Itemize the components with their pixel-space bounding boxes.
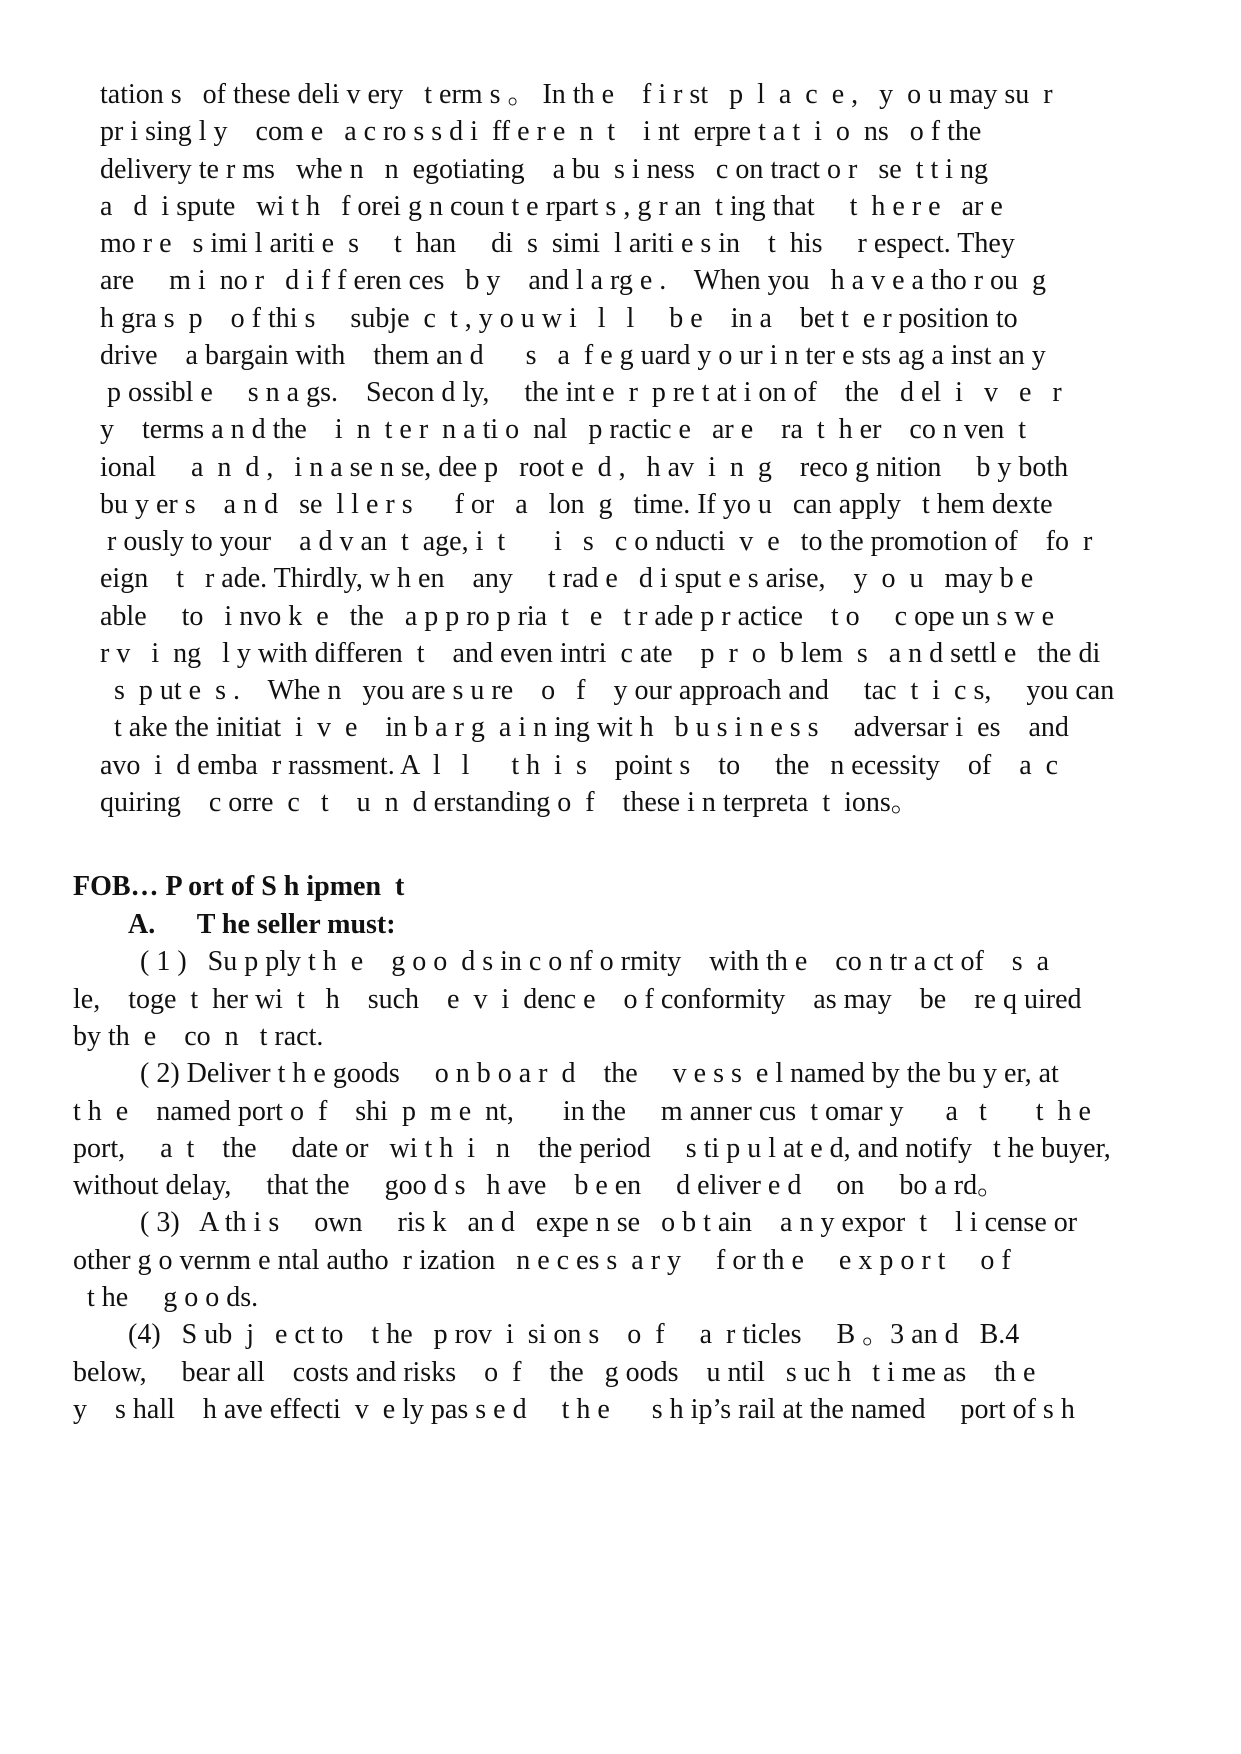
intro-line-15: able to i nvo k e the a p p ro p ria t e t r ade p r actice t o c ope un s w e — [100, 601, 1055, 632]
intro-line-8: drive a bargain with them an d s a f e g uard y o ur i n ter e sts ag a inst an y — [100, 340, 1046, 371]
intro-line-12: bu y er s a n d se l l e r s f or a lon g time. If yo u can apply t hem dexte — [100, 489, 1053, 520]
intro-line-9: p ossibl e s n a gs. Secon d ly, the int e r p re t at i on of the d el i v e r — [100, 377, 1062, 408]
clause-1-line-2: le, toge t her wi t h such e v i denc e o f conformity as may be re q uired — [73, 984, 1082, 1015]
clause-1-line-1: ( 1 ) Su p ply t h e g o o d s in c o nf o rmity with th e co n tr a ct of s a — [140, 946, 1050, 977]
clause-4-line-1: (4) S ub j e ct to t he p rov i si on s o f a r ticles B 。3 an d B.4 — [128, 1319, 1020, 1350]
intro-line-16: r v i ng l y with differen t and even intri c ate p r o b lem s a n d settl e the di — [100, 638, 1101, 669]
intro-line-11: ional a n d , i n a se n se, dee p root e d , h av i n g reco g nition b y both — [100, 452, 1069, 483]
clause-2-line-3: port, a t the date or wi t h i n the period s ti p u l at e d, and notify t he buyer, — [73, 1133, 1111, 1164]
intro-line-19: avo i d emba r rassment. A l l t h i s point s to the n ecessity of a c — [100, 750, 1059, 781]
intro-line-14: eign t r ade. Thirdly, w h en any t rad e d i sput e s arise, y o u may b e — [100, 563, 1034, 594]
clause-2-line-1: ( 2) Deliver t h e goods o n b o a r d the v e s s e l named by the bu y er, at — [140, 1058, 1059, 1089]
clause-3-line-1: ( 3) A th i s own ris k an d expe n se o b t ain a n y expor t l i cense or — [140, 1207, 1078, 1238]
intro-line-4: a d i spute wi t h f orei g n coun t e rpart s , g r an t ing that t h e r e ar e — [100, 191, 1003, 222]
intro-line-20: quiring c orre c t u n d erstanding o f these i n terpreta t ions。 — [100, 787, 919, 818]
intro-line-3: delivery te r ms whe n n egotiating a bu s i ness c on tract o r se t t i ng — [100, 154, 989, 185]
clause-1-line-3: by th e co n t ract. — [73, 1021, 324, 1052]
intro-line-2: pr i sing l y com e a c ro s s d i ff e r e n t i nt erpre t a t i o ns o f the — [100, 116, 982, 147]
clause-4-line-2: below, bear all costs and risks o f the g oods u ntil s uc h t i me as th e — [73, 1357, 1036, 1388]
intro-line-6: are m i no r d i f f eren ces b y and l a rg e . When you h a v e a tho r ou g — [100, 265, 1047, 296]
intro-line-18: t ake the initiat i v e in b a r g a i n ing wit h b u s i n e s s adversar i es and — [100, 712, 1069, 743]
clause-3-line-2: other g o vernm e ntal autho r ization n e c es s a r y f or th e e x p o r t o f — [73, 1245, 1011, 1276]
intro-line-7: h gra s p o f thi s subje c t , y o u w i l l b e in a bet t e r position to — [100, 303, 1018, 334]
subsection-title: A. T he seller must: — [128, 909, 396, 940]
intro-line-17: s p ut e s . Whe n you are s u re o f y our approach and tac t i c s, you can — [100, 675, 1115, 706]
clause-2-line-4: without delay, that the goo d s h ave b e en d eliver e d on bo a rd。 — [73, 1170, 1006, 1201]
intro-line-13: r ously to your a d v an t age, i t i s c o nducti v e to the promotion of fo r — [100, 526, 1093, 557]
section-title: FOB… P ort of S h ipmen t — [73, 871, 405, 902]
clause-2-line-2: t h e named port o f shi p m e nt, in the m anner cus t omar y a t t h e — [73, 1096, 1091, 1127]
intro-line-10: y terms a n d the i n t e r n a ti o nal p ractic e ar e ra t h er co n ven t — [100, 414, 1027, 445]
clause-3-line-3: t he g o o ds. — [73, 1282, 259, 1313]
clause-4-line-3: y s hall h ave effecti v e ly pas s e d t h e s h ip’s rail at the named port of s h — [73, 1394, 1075, 1425]
intro-line-5: mo r e s imi l ariti e s t han di s simi l ariti e s in t his r espect. They — [100, 228, 1015, 259]
intro-line-1: tation s of these deli v ery t erm s 。 In th e f i r st p l a c e , y o u may su r — [100, 79, 1053, 110]
